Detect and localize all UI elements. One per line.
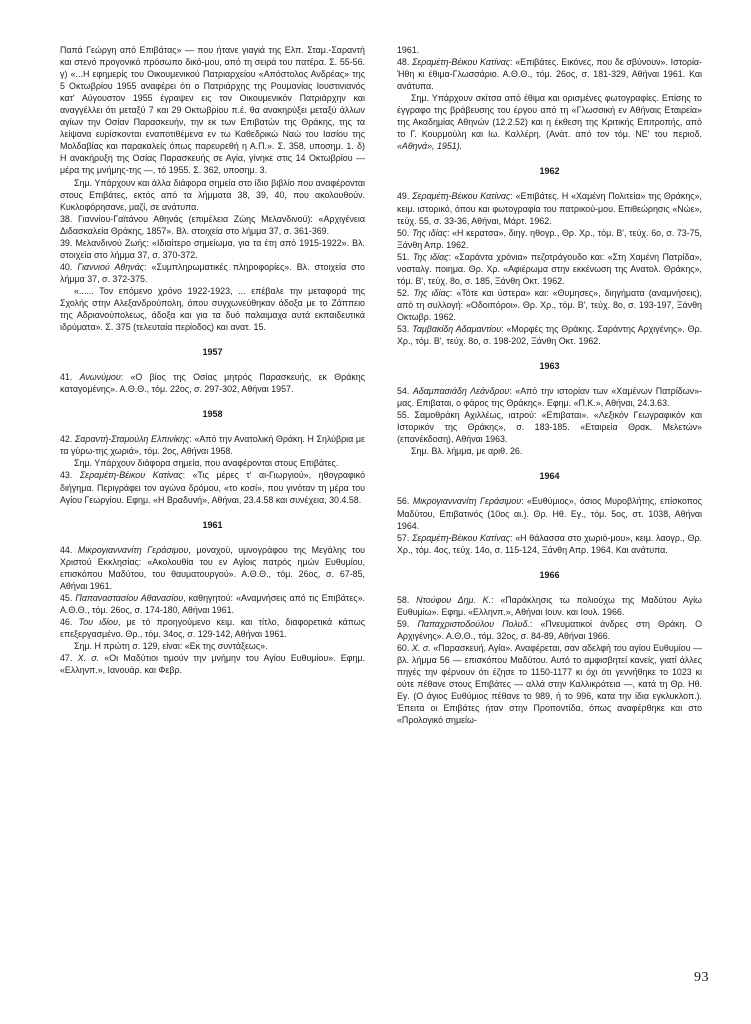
note-italic-text: «Αθηνά», 1951).: [397, 141, 463, 152]
note-paragraph: Σημ. Η πρώτη σ. 129, είναι: «Εκ της συντάξεως».: [74, 641, 268, 652]
entry-author: Παπαχριστοδούλου Πολυδ.: [417, 618, 530, 629]
bibliography-entry-51: [397, 251, 702, 287]
bibliography-entry-46: [60, 616, 365, 640]
entry-author: Ταμβακίδη Αδαμαντίου: [412, 323, 502, 334]
entry-text: : «Πνευματικοί άνδρες στη Θράκη. Ο Αρχιγένης». Α.Θ.Θ., τόμ. 32ος, σ. 84-89, Αθήναι 1966.: [397, 618, 702, 641]
entry-author: Του ιδίου: [78, 616, 118, 627]
entry-number: 47.: [60, 653, 78, 664]
entry-author: Μικρογιαννανίτη Γεράσιμου: [412, 496, 522, 507]
entry-text: : «Η κερατσα», διηγ. ηθογρ., Θρ. Χρ., τόμ. Β', τεύχ. 6ο, σ. 73-75, Ξάνθη Απρ. 1962.: [397, 227, 702, 250]
entry-author: Χ. σ.: [77, 653, 100, 664]
entry-text: : «Σαράντα χρόνια» πεζοτράγουδο και: «Στη Χαμένη Πατρίδα», νοσταλγ. ποιημα. Θρ. Χρ. «Αφιέρωμα στην εκκένωση της Ανατολ. Θράκης», τόμ. Β', τεύχ. 8ο, σ. 185, Ξάνθη Οκτ. 1962.: [397, 251, 703, 286]
entry-text: : «Ιδιαίτερο σημείωμα, για τα έτη από 1915-1922». Βλ. στοιχεία στο λήμμα 37, σ. 370-372.: [60, 237, 365, 260]
entry-text: : «Ευθύμιος», όσιος Μυροβλήτης, επίσκοπος Μαδύτου, Επιβατινός (10ος αι.). Θρ. Ηθ. Εγ., τόμ. 5ος, στ. 1038, Αθήναι 1964.: [397, 496, 702, 531]
bibliography-entry-50: [397, 227, 702, 251]
bibliography-entry-53: [397, 323, 702, 347]
bibliography-entry-39: [60, 237, 365, 261]
entry-author: Σεραμέτη-Βέικου Κατίνας: [412, 191, 511, 202]
bibliography-entry-56: [397, 495, 702, 531]
entry-number: 46.: [60, 616, 79, 627]
entry-author: Ντούφου Δημ. Κ.: [416, 594, 492, 605]
entry-author: Μελανδινού Ζωής: [75, 237, 147, 248]
entry-text: : «Συμπληρωματικές πληροφορίες». Βλ. στοιχεία στο λήμμα 37, σ. 372-375.: [60, 261, 365, 284]
year-heading-1957: 1957: [202, 347, 223, 358]
entry-text: (επιμέλεια Ζώης Μελανδινού): «Αρχιγένεια Διδασκαλεία Θράκης, 1857». Βλ. στοιχεία στο λήμμα 37, σ. 361-369.: [60, 213, 365, 236]
entry-number: 51.: [397, 251, 413, 262]
bibliography-entry-59: [397, 618, 702, 642]
entry-number: 50.: [397, 227, 413, 238]
year-heading-1961: 1961: [202, 519, 223, 530]
entry-text: , μοναχού, υμνογράφου της Μεγάλης του Χριστού Εκκλησίας: «Ακολουθία του εν Αγίοις πατρός ημών Ευθυμίου, επισκόπου Μαδύτου, του θαυματουργού». Α.Θ.Θ., τόμ. 26ος, σ. 67-85, Αθήναι 1961.: [60, 544, 365, 591]
entry-text: : «Επιβάτες. Εικόνες, που δε σβύνουν». Ιστορία-Ήθη κι έθιμα-Γλωσσάριο. Α.Θ.Θ., τόμ. 26ος, σ. 181-329, Αθήναι 1961. Και ανάτυπα.: [397, 57, 703, 92]
entry-number: 52.: [397, 287, 414, 298]
entry-author: Της ιδίας: [413, 287, 450, 298]
bibliography-entry-48: [397, 56, 702, 92]
bibliography-entry-52: [397, 287, 702, 323]
entry-author: Γιαννιού Αθηνάς: [77, 261, 144, 272]
entry-text: : «Ο βίος της Οσίας μητρός Παρασκευής, εκ Θράκης καταγομένης». Α.Θ.Θ., τόμ. 22ος, σ. 297-302, Αθήναι 1957.: [60, 372, 365, 395]
entry-author: Σαραντή-Σταμούλη Ελπινίκης: [74, 434, 190, 445]
note-paragraph: Σημ. Υπάρχουν διάφορα σημεία, που αναφέρονται στους Επιβάτες.: [74, 458, 339, 469]
entry-author: Σεραμέτη-Βέικου Κατίνας: [79, 470, 183, 481]
entry-text: : «Τότε και ύστερα» και: «Θυμησες», διηγήματα (αναμνήσεις), από τη συλλογή: «Οδοιπόροι». Θρ. Χρ., τόμ. Β', τεύχ. 8ο, σ. 193-197, Ξάνθη Οκτωβρ. 1962.: [397, 287, 702, 322]
quote-paragraph: «...... Τον επόμενο χρόνο 1922-1923, ... επέβαλε την μεταφορά της Σχολής στην Αλεξανδρούπολη, όπου συγχωνεύθηκαν άδοξα με το Ζάππειο της Αδριανούπολεως, άδοξα και για τα δυό παλαιμαχα αυτά εκπαιδευτικά ιδρύματα». Σ. 375 (τελευταία περίοδος) και ανατ. 15.: [60, 285, 365, 333]
right-column: [397, 44, 702, 726]
entry-number: 58.: [397, 594, 417, 605]
entry-author: Χ. σ.: [411, 642, 431, 653]
entry-number: 41.: [60, 372, 80, 383]
bibliography-entry-38: [60, 213, 365, 237]
entry-text: : «Από την ιστορίαν των «Χαμένων Πατρίδων»-μας. Επιβαται, ο φάρος της Θράκης». Εφημ. «Π.Κ.», Αθήναι, 24.3.63.: [397, 386, 703, 409]
year-heading-1963: 1963: [539, 361, 560, 372]
entry-author: Σεραμέτη-Βέικου Κατίνας: [412, 57, 511, 68]
bibliography-entry-41: [60, 371, 365, 395]
entry-author: Μικρογιαννανίτη Γεράσιμου: [77, 544, 189, 555]
bibliography-entry-54: [397, 385, 702, 409]
entry-text: Σαμοθράκη Αχιλλέως, ιατρού: «Επιβαται». «Λεξικόν Γεωγραφικόν και Ιστορικόν της Θράκης», σ. 183-185. «Εταιρεία Θρακ. Μελετών» (επανέκδοση), Αθήναι 1963.: [397, 410, 702, 445]
entry-author: Παπαναστασίου Αθανασίου: [75, 592, 184, 603]
entry-text: : «Επιβάτες. Η «Χαμένη Πολιτεία» της Θράκης», κειμ. ιστορικό, όπου και φωτογραφία του πατρικού-μου. Επιθεώρησις «Νώε», τεύχ. 55, σ. 33-36, Αθήναι, Μάρτ. 1962.: [397, 191, 702, 226]
bibliography-entry-58: [397, 594, 702, 618]
entry-number: 42.: [60, 434, 75, 445]
entry-number: 57.: [397, 532, 413, 543]
entry-number: 43.: [60, 470, 80, 481]
entry-author: Της ιδίας: [412, 251, 449, 262]
entry-number: 40.: [60, 261, 78, 272]
year-heading-1964: 1964: [539, 471, 560, 482]
entry-text: : «Από την Ανατολική Θράκη. Η Σηλύβρια με τα γύρω-της χωριά», τόμ. 2ος, Αθήναι 1958.: [60, 434, 365, 457]
bibliography-entry-42: [60, 433, 365, 457]
entry-author: Αδαμπασιάδη Λεάνδρου: [412, 386, 510, 397]
entry-author: Γιαννίου-Γαϊτάνου Αθηνάς: [78, 213, 183, 224]
note-paragraph: Σημ. Υπάρχουν και άλλα διάφορα σημεία στο ίδιο βιβλίο που αναφέρονται στους Επιβάτες, εκτός από τα λήμματα 38, 39, 40, που ακολουθούν. Κυκλοφόρησανε, μαζί, σε ανάτυπα.: [60, 177, 365, 212]
page-number: 93: [694, 970, 709, 985]
bibliography-entry-45: [60, 592, 365, 616]
paragraph: Παπά Γεώργη από Επιβάτας» — που ήτανε γιαγιά της Ελπ. Σταμ.-Σαραντή και στενό προγονικό πρόσωπο δικό-μου, από τη σειρά του πατέρα. Σ. 55-56. γ) «...Η εφημερίς του Οικουμενικού Πατριαρχείου «Απόστολος Ανδρέας» της 5 Οκτωβρίου 1955 αναφέρει ότι ο Πατριάρχης της Ρουμανίας Ιουστινιανός κατ' Αύγουστον 1955 έγραψεν εις τον Οικουμενικόν Πατριάρχην και αναγγέλλει ότι μεταξύ 7 και 29 Οκτωβρίου π.έ. θα ανακηρύξει μεταξύ άλλων αγίων την Οσίαν Παρασκευήν, την εκ των Επιβατών της Θράκης, της τα λείψανα ευρίσκονται εναποτιθέμενα εν τω Καθεδρικώ Ναώ του Ιασίου της Μολδαβίας και παρακαλείς όπως παρευρεθή η Α.Π.». Σ. 358, υποσημ. 1. δ) Η ανακήρυξη της Οσίας Παρασκευής σε Αγία, γίνηκε στις 14 Οκτωβρίου — μέρα της μνήμης-της —, τό 1955. Σ. 362, υποσημ. 3.: [60, 45, 365, 176]
year-heading-1966: 1966: [539, 569, 560, 580]
entry-text: : «Η θάλασσα στο χωριό-μου», κειμ. λαογρ., Θρ. Χρ., τόμ. 4ος, τεύχ. 14ο, σ. 115-124, Ξάνθη Απρ. 1964. Και ανάτυπα.: [397, 532, 702, 555]
entry-number: 44.: [60, 544, 78, 555]
entry-text: : «Μορφές της Θράκης. Σαράντης Αρχιγένης». Θρ. Χρ., τόμ. Β', τεύχ. 8ο, σ. 198-202, Ξάνθη Οκτ. 1962.: [397, 323, 702, 347]
entry-number: 56.: [397, 496, 413, 507]
entry-text: , καθηγητού: «Αναμνήσεις από τις Επιβάτες». Α.Θ.Θ., τόμ. 26ος, σ. 174-180, Αθήναι 1961.: [60, 592, 365, 615]
note-paragraph: [397, 92, 702, 152]
bibliography-entry-60: [397, 642, 702, 726]
bibliography-entry-44: [60, 544, 365, 592]
note-text: Σημ. Υπάρχουν σκίτσα από έθιμα και ορισμένες φωτογραφίες. Επίσης το έγγραφο της βράβευσης του έργου από τη «Γλωσσική εν Αθήναις Εταιρεία» της Ακαδημίας Αθηνών (12.2.52) και η έκθεση της Κριτικής Επιτροπής, από το Γ. Κουρμούλη και Ιω. Καλλέρη. (Ανάτ. από τον τόμ. ΝΕ' του περιοδ.: [397, 93, 702, 140]
bibliography-entry-49: [397, 190, 702, 226]
entry-author: Σεραμέτη-Βέικου Κατίνας: [412, 532, 511, 543]
entry-number: 38.: [60, 213, 79, 224]
entry-author: Ανωνύμου: [79, 372, 121, 383]
entry-number: 39.: [60, 237, 76, 248]
bibliography-entry-55: [397, 409, 702, 445]
bibliography-entry-57: [397, 532, 702, 556]
entry-number: 55.: [397, 410, 415, 421]
entry-text: «Οι Μαδύτιοι τιμούν την μνήμην του Αγίου Ευθυμίου». Εφημ. «Ελληνπ.», Ιανουάρ. και Φεβρ.: [60, 653, 366, 676]
year-heading-1962: 1962: [539, 166, 560, 177]
entry-number: 54.: [397, 386, 413, 397]
continued-text: 1961.: [397, 45, 420, 55]
entry-number: 59.: [397, 618, 418, 629]
bibliography-entry-43: [60, 469, 365, 505]
entry-number: 60.: [397, 642, 412, 653]
year-heading-1958: 1958: [202, 409, 223, 420]
entry-number: 45.: [60, 592, 76, 603]
entry-text: , με τό προηγούμενο κειμ. και τίτλο, διαφορετικά κάπως επεξεργασμένο. Θρ., τόμ. 34ος, σ. 129-142, Αθήναι 1961.: [60, 616, 366, 639]
entry-number: 53.: [397, 323, 413, 334]
left-column: [60, 44, 365, 676]
entry-author: Της ιδίας: [412, 227, 447, 238]
bibliography-entry-40: [60, 261, 365, 285]
entry-number: 49.: [397, 191, 413, 202]
entry-text: : «Τις μέρες τ' αι-Γιωργιού», ηθογραφικό διήγημα. Περιγράφει τον αγώνα δρόμου, «το κοσί», που γινόταν τη μέρα του Αγίου Γεωργίου. Εφημ. «Η Βραδυνή», Αθήναι, 23.4.58 και συνέχεια, 30.4.58.: [60, 470, 366, 505]
entry-text: «Παρασκευή, Αγία». Αναφέρεται, σαν αδελφή του αγίου Ευθυμίου — βλ. λήμμα 56 — επισκόπου Μαδύτου. Αυτό το αμφισβητεί κανείς, γιατί άλλες πηγές την φέρνουν ότι έζησε το 1150-1177 κι όχι ότι γεννήθηκε το 1023 κι ούτε πέθανε στους Επιβάτες — αλλά στην Καλλικράτεια —, κατά τη Θρ. Ηθ. Εγ. (Ο άγιος Ευθύμιος πέθανε το 989, ή το 996, κατα την ίδια εγκλυκλοπ.). Έπειτα οι Επιβάτες ήταν στην Προποντίδα, όπως αναφέρθηκε και στο «Προλογικό σημείω-: [397, 642, 703, 726]
note-paragraph: Σημ. Βλ. λήμμα, με αριθ. 26.: [411, 446, 523, 457]
entry-number: 48.: [397, 57, 413, 68]
bibliography-entry-47: [60, 652, 365, 676]
entry-text: : «Παράκλησις τω πολιούχω της Μαδύτου Αγίω Ευθυμίω». Εφημ. «Ελληνπ.», Αθήναι Ιουν. και Ιουλ. 1966.: [397, 594, 702, 617]
